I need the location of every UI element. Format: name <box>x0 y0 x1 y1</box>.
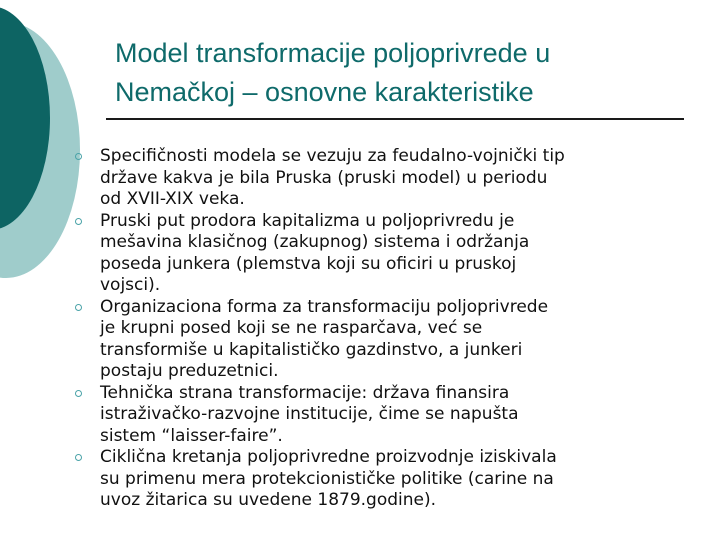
circle-bullet-icon <box>75 304 82 311</box>
bullet-line: su primenu mera protekcionističke politike (carine na <box>100 468 554 489</box>
circle-bullet-icon <box>75 390 82 397</box>
bullet-line: od XVII-XIX veka. <box>100 189 245 209</box>
circle-bullet-icon <box>75 454 82 461</box>
bullet-line: uvoz žitarica su uvedene 1879.godine). <box>100 490 437 510</box>
bullet-line: istraživačko-razvojne institucije, čime se napušta <box>100 404 519 424</box>
bullet-line: Specifičnosti modela se vezuju za feudalno-vojnički tip <box>100 146 565 166</box>
bullet-line: mešavina klasičnog (zakupnog) sistema i održanja <box>100 232 530 252</box>
bullet-line: transformiše u kapitalističko gazdinstvo, a junkeri <box>100 339 523 360</box>
bullet-line: sistem “laisser-faire”. <box>100 425 283 446</box>
bullet-line: je krupni posed koji se ne rasparčava, već se <box>100 318 483 338</box>
bullet-item <box>100 146 700 211</box>
bullet-line: Ciklična kretanja poljoprivredne proizvodnje iziskivala <box>100 447 557 467</box>
bullet-item <box>100 383 700 448</box>
bullet-list <box>100 146 700 512</box>
title-line-2: Nemačkoj – osnovne karakteristike <box>115 77 534 107</box>
bullet-line: države kakva je bila Pruska (pruski model) u periodu <box>100 167 548 188</box>
bullet-item <box>100 447 700 512</box>
circle-bullet-icon <box>75 153 82 160</box>
slide-title <box>115 34 695 112</box>
bullet-item <box>100 297 700 383</box>
title-line-1: Model transformacije poljoprivrede u <box>115 38 551 68</box>
circle-bullet-icon <box>75 218 82 225</box>
bullet-item <box>100 211 700 297</box>
bullet-line: Pruski put prodora kapitalizma u poljoprivredu je <box>100 210 515 231</box>
bullet-line: poseda junkera (plemstva koji su oficiri u pruskoj <box>100 253 517 274</box>
bullet-line: postaju preduzetnici. <box>100 361 279 381</box>
bullet-line: Organizaciona forma za transformaciju poljoprivrede <box>100 296 549 317</box>
bullet-line: Tehnička strana transformacije: država finansira <box>100 382 510 403</box>
title-divider <box>106 118 684 120</box>
bullet-line: vojsci). <box>100 275 161 295</box>
